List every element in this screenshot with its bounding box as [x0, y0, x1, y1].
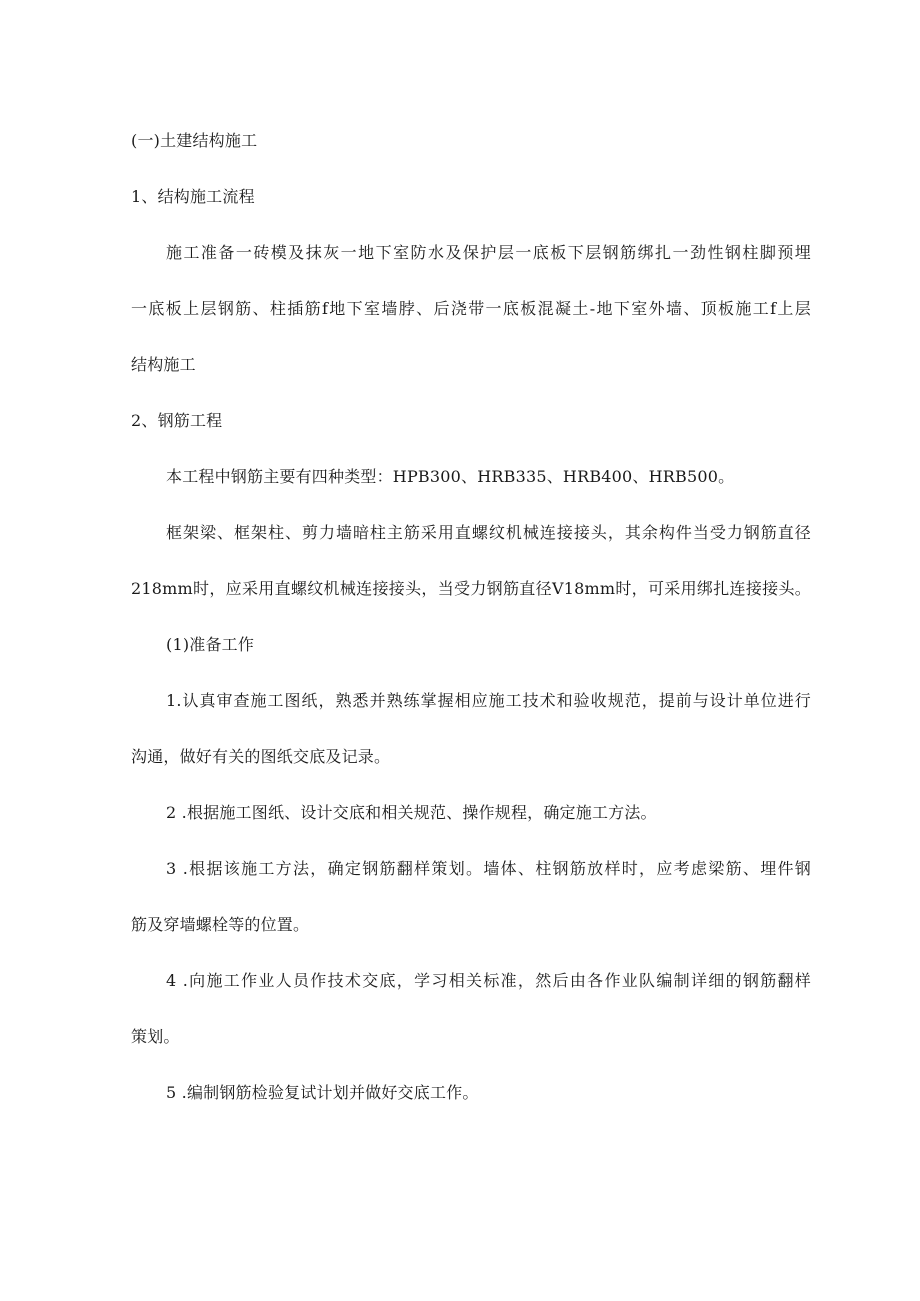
rebar-types-paragraph: 本工程中钢筋主要有四种类型：HPB300、HRB335、HRB400、HRB500。	[166, 467, 735, 486]
subheading-preparation: (1)准备工作	[166, 635, 255, 654]
section-title: (一)土建结构施工	[131, 131, 258, 150]
flow-paragraph-line-3: 结构施工	[131, 355, 196, 374]
connection-paragraph-line-2: 218mm时，应采用直螺纹机械连接接头，当受力钢筋直径V18mm时，可采用绑扎连接接头。	[131, 579, 811, 598]
item-3-line-1: 3 .根据该施工方法，确定钢筋翻样策划。墙体、柱钢筋放样时，应考虑梁筋、埋件钢	[166, 859, 811, 878]
item-3-line-2: 筋及穿墙螺栓等的位置。	[131, 915, 310, 934]
item-1-line-1: 1.认真审查施工图纸，熟悉并熟练掌握相应施工技术和验收规范，提前与设计单位进行	[166, 691, 811, 710]
flow-paragraph-line-1: 施工准备一砖模及抹灰一地下室防水及保护层一底板下层钢筋绑扎一劲性钢柱脚预埋	[166, 243, 811, 262]
heading-rebar-works: 2、钢筋工程	[131, 411, 223, 430]
item-5-line-1: 5 .编制钢筋检验复试计划并做好交底工作。	[166, 1083, 479, 1102]
item-1-line-2: 沟通，做好有关的图纸交底及记录。	[131, 747, 391, 766]
flow-paragraph-line-2: 一底板上层钢筋、柱插筋f地下室墙脖、后浇带一底板混凝土-地下室外墙、顶板施工f上层	[131, 299, 811, 318]
item-4-line-1: 4 .向施工作业人员作技术交底，学习相关标准，然后由各作业队编制详细的钢筋翻样	[166, 971, 811, 990]
item-2-line-1: 2 .根据施工图纸、设计交底和相关规范、操作规程，确定施工方法。	[166, 803, 657, 822]
item-4-line-2: 策划。	[131, 1027, 180, 1046]
heading-structure-flow: 1、结构施工流程	[131, 187, 255, 206]
connection-paragraph-line-1: 框架梁、框架柱、剪力墙暗柱主筋采用直螺纹机械连接接头，其余构件当受力钢筋直径	[166, 523, 811, 542]
